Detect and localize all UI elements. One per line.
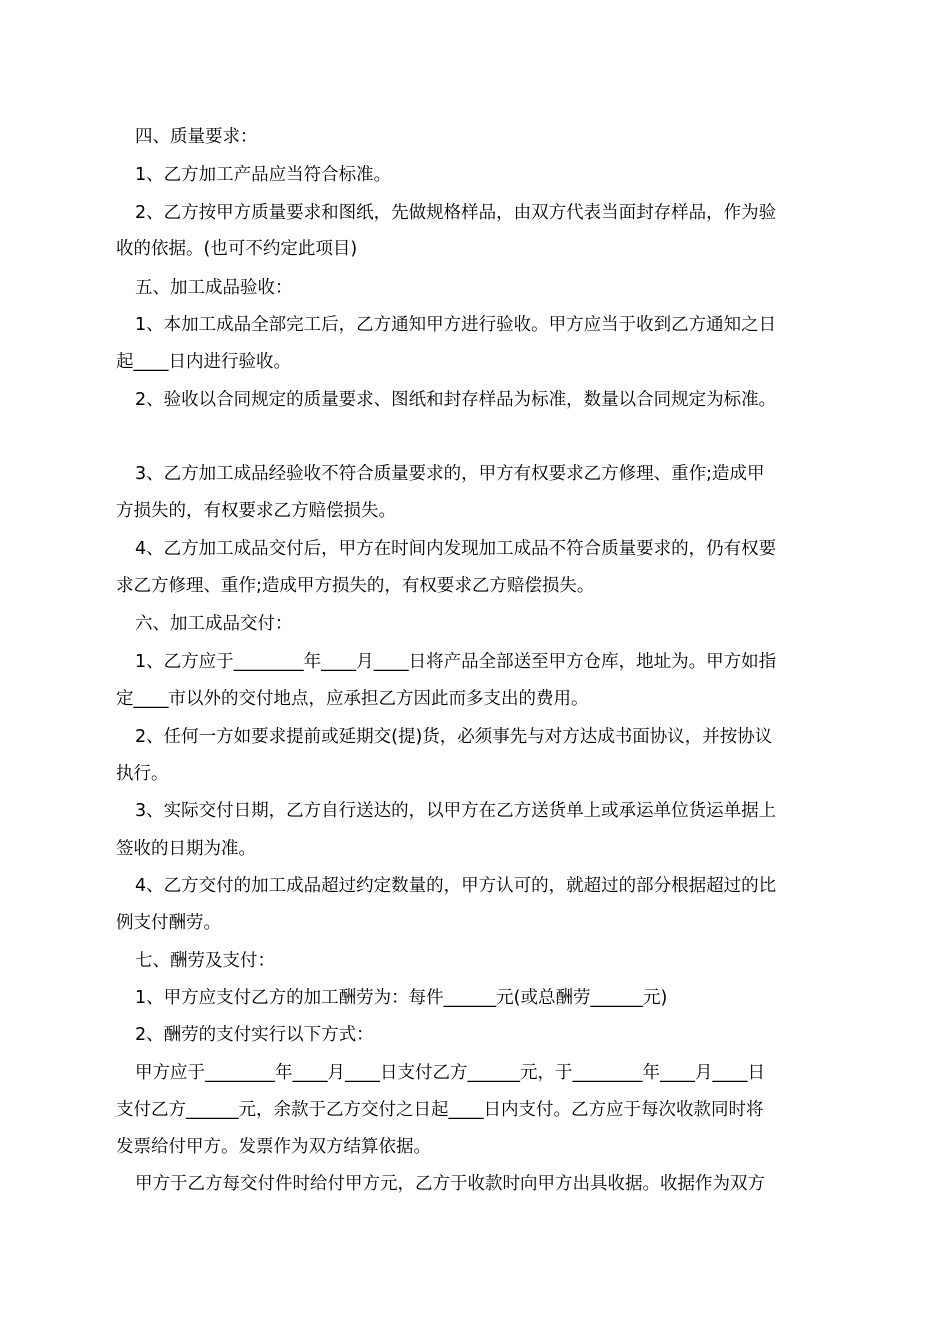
section-heading: 五、加工成品验收： bbox=[135, 278, 293, 298]
paragraph-line: 甲方于乙方每交付件时给付甲方元，乙方于收款时向甲方出具收据。收据作为双方 bbox=[135, 1174, 765, 1194]
paragraph-line: 1、甲方应支付乙方的加工酬劳为：每件______元(或总酬劳______元) bbox=[135, 988, 668, 1008]
paragraph-line: 发票给付甲方。发票作为双方结算依据。 bbox=[116, 1137, 431, 1157]
paragraph-line: 甲方应于________年____月____日支付乙方______元，于________年____月____日 bbox=[135, 1063, 765, 1083]
paragraph-line: 2、验收以合同规定的质量要求、图纸和封存样品为标准，数量以合同规定为标准。 bbox=[135, 390, 777, 410]
paragraph-line: 执行。 bbox=[116, 764, 169, 784]
section-heading: 四、质量要求： bbox=[135, 127, 258, 147]
paragraph-line: 求乙方修理、重作;造成甲方损失的，有权要求乙方赔偿损失。 bbox=[116, 576, 595, 596]
paragraph-line: 签收的日期为准。 bbox=[116, 839, 256, 859]
paragraph-line: 4、乙方加工成品交付后，甲方在时间内发现加工成品不符合质量要求的，仍有权要 bbox=[135, 539, 777, 559]
section-heading: 七、酬劳及支付： bbox=[135, 951, 275, 971]
paragraph-line: 起____日内进行验收。 bbox=[116, 352, 291, 372]
paragraph-line: 1、乙方应于________年____月____日将产品全部送至甲方仓库，地址为。甲方如指 bbox=[135, 652, 777, 672]
paragraph-line: 方损失的，有权要求乙方赔偿损失。 bbox=[116, 501, 396, 521]
paragraph-line: 3、乙方加工成品经验收不符合质量要求的，甲方有权要求乙方修理、重作;造成甲 bbox=[135, 464, 765, 484]
paragraph-line: 3、实际交付日期，乙方自行送达的，以甲方在乙方送货单上或承运单位货运单据上 bbox=[135, 801, 777, 821]
paragraph-line: 例支付酬劳。 bbox=[116, 913, 221, 933]
paragraph-line: 2、任何一方如要求提前或延期交(提)货，必须事先与对方达成书面协议，并按协议 bbox=[135, 727, 773, 747]
paragraph-line: 定____市以外的交付地点，应承担乙方因此而多支出的费用。 bbox=[116, 689, 589, 709]
section-heading: 六、加工成品交付： bbox=[135, 614, 293, 634]
paragraph-line: 2、乙方按甲方质量要求和图纸，先做规格样品，由双方代表当面封存样品，作为验 bbox=[135, 203, 777, 223]
paragraph-line: 1、本加工成品全部完工后，乙方通知甲方进行验收。甲方应当于收到乙方通知之日 bbox=[135, 315, 777, 335]
paragraph-line: 支付乙方______元，余款于乙方交付之日起____日内支付。乙方应于每次收款同时将 bbox=[116, 1100, 764, 1120]
paragraph-line: 收的依据。(也可不约定此项目) bbox=[116, 239, 358, 259]
paragraph-line: 1、乙方加工产品应当符合标准。 bbox=[135, 165, 392, 185]
paragraph-line: 2、酬劳的支付实行以下方式： bbox=[135, 1025, 374, 1045]
paragraph-line: 4、乙方交付的加工成品超过约定数量的，甲方认可的，就超过的部分根据超过的比 bbox=[135, 876, 777, 896]
